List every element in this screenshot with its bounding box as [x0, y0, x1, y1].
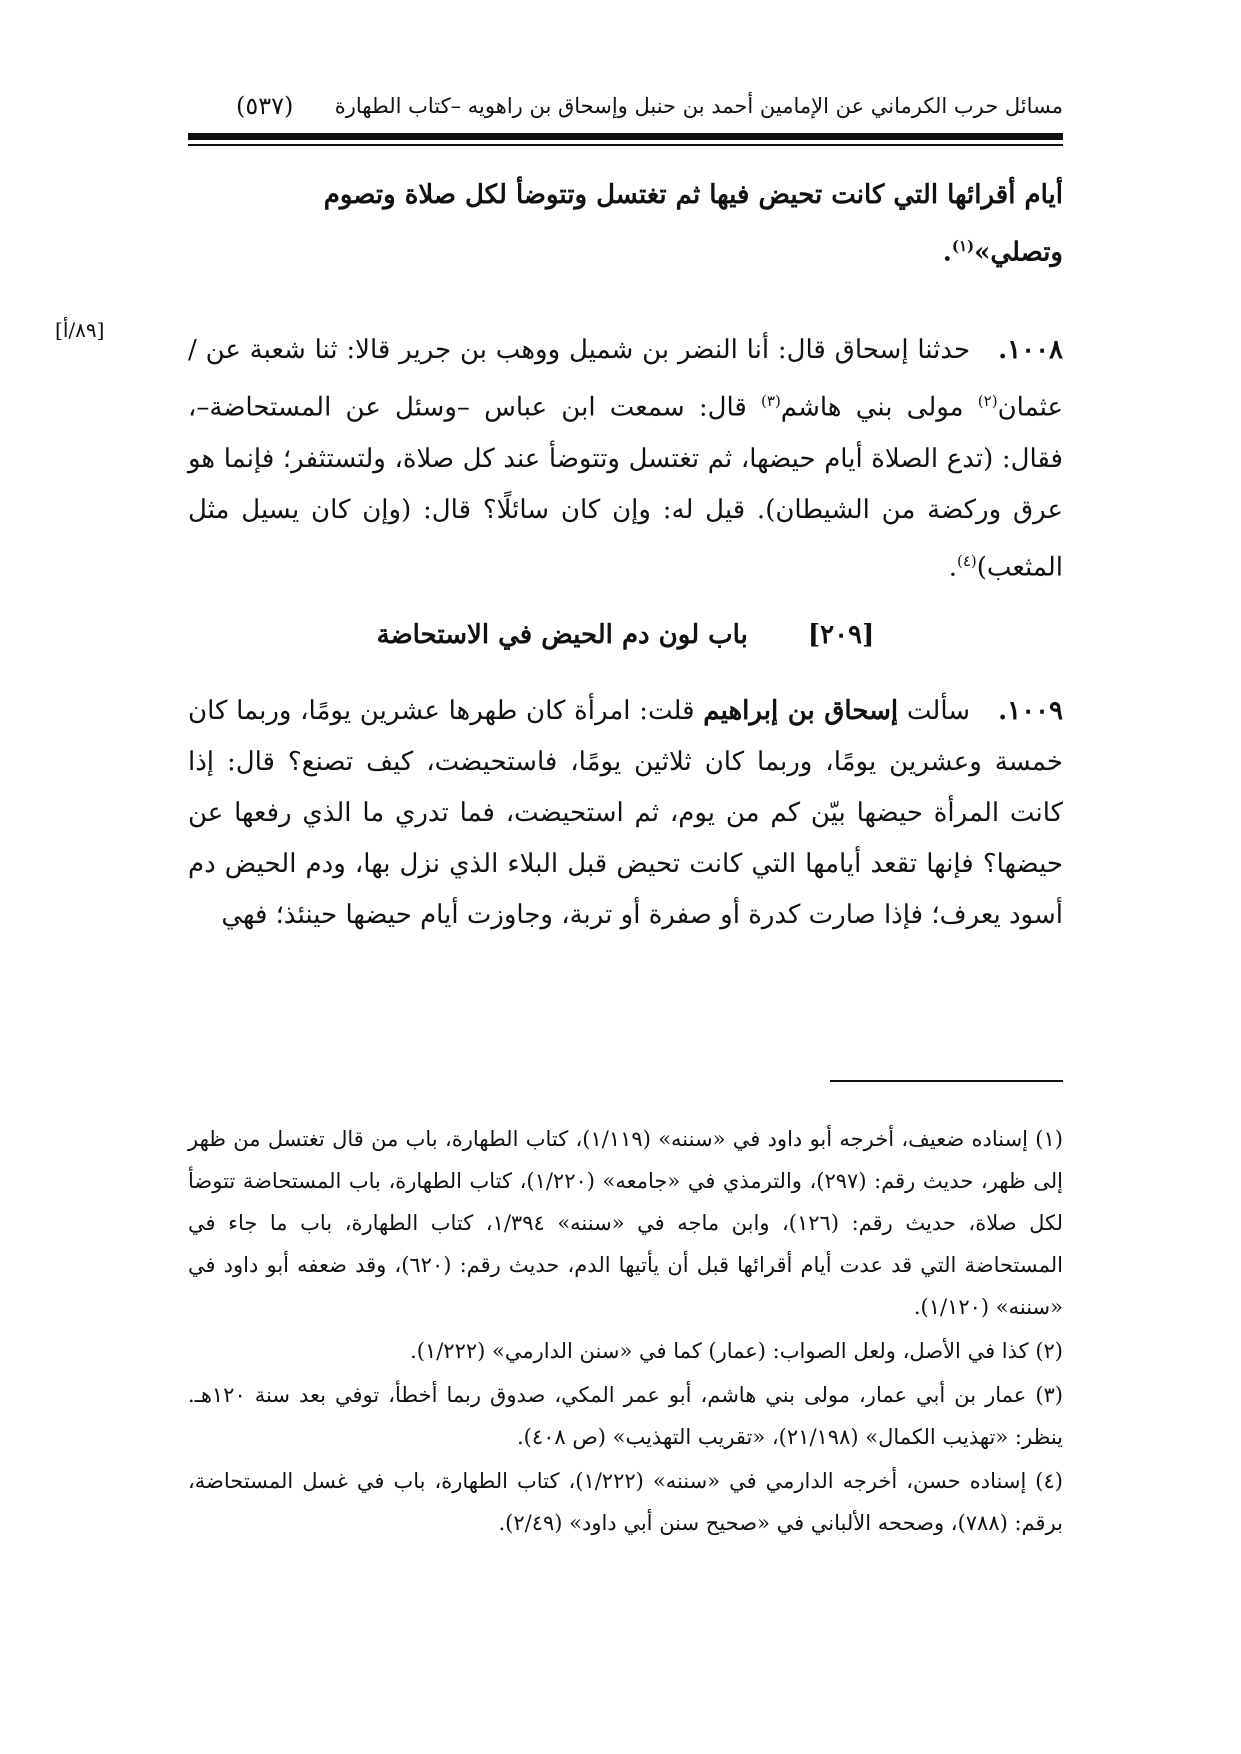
paragraph-text: .: [948, 552, 957, 583]
header-rule-thick: [188, 133, 1063, 140]
footnotes: [188, 1118, 1063, 1546]
narrator-name: إسحاق بن إبراهيم: [703, 696, 899, 726]
footnote-ref-3[interactable]: (٣): [761, 392, 781, 410]
paragraph-text: قلت: امرأة كان طهرها عشرين يومًا، وربما كان خمسة وعشرين يومًا، وربما كان ثلاثين يومًا، فاستحيضت، كيف تصنع؟ قال: إذا كانت المرأة حيضها بيّن كم من يوم، ثم استحيضت، فما تدري ما الذي رفعها عن حيضها؟ فإنها تقعد أيامها التي كانت تحيض قبل البلاء الذي نزل بها، ودم الحيض دم أسود يعرف؛ فإذا صارت كدرة أو صفرة أو تربة، وجاوزت أيام حيضها حينئذ؛ فهي: [188, 696, 1063, 930]
paragraph-text: سألت: [898, 696, 971, 726]
footnote-4: (٤) إسناده حسن، أخرجه الدارمي في «سننه» (١/٢٢٢)، كتاب الطهارة، باب في غسل المستحاضة، برقم: (٧٨٨)، وصححه الألباني في «صحيح سنن أبي داود» (٢/٤٩).: [188, 1469, 1063, 1535]
footnote-1: (١) إسناده ضعيف، أخرجه أبو داود في «سننه» (١/١١٩)، كتاب الطهارة، باب من قال تغتسل من ظهر إلى ظهر، حديث رقم: (٢٩٧)، والترمذي في «جامعه» (١/٢٢٠)، كتاب الطهارة، باب المستحاضة تتوضأ لكل صلاة، حديث رقم: (١٢٦)، وابن ماجه في «سننه» ١/٣٩٤، كتاب الطهارة، باب ما جاء في المستحاضة التي قد عدت أيام أقرائها قبل أن يأتيها الدم، حديث رقم: (٦٢٠)، وقد ضعفه أبو داود في «سننه» (١/١٢٠).: [188, 1127, 1064, 1319]
footnote-ref-4[interactable]: (٤): [956, 551, 977, 570]
footnote-separator: [830, 1080, 1063, 1082]
page-number: (٥٣٧): [236, 92, 294, 120]
chapter-title: باب لون دم الحيض في الاستحاضة: [376, 620, 748, 650]
footnote-3: (٣) عمار بن أبي عمار، مولى بني هاشم، أبو عمر المكي، صدوق ربما أخطأ، توفي بعد سنة ١٢٠هـ. ينظر: «تهذيب الكمال» (٢١/١٩٨)، «تقريب التهذيب» (ص ٤٠٨).: [188, 1383, 1063, 1449]
paragraph-1009: [188, 686, 1063, 941]
paragraph-text: قال: سمعت ابن عباس –وسئل عن المستحاضة–، فقال: (تدع الصلاة أيام حيضها، ثم تغتسل وتتوضأ عند كل صلاة، ولتستثفر؛ فإنما هو عرق وركضة من الشيطان). قيل له: وإن كان سائلًا؟ قال: (وإن كان يسيل مثل المثعب): [188, 392, 1063, 583]
continued-text: [188, 170, 1063, 279]
footnote-2: (٢) كذا في الأصل، ولعل الصواب: (عمار) كما في «سنن الدارمي» (١/٢٢٢).: [410, 1339, 1063, 1363]
continued-line-2: [188, 221, 1063, 279]
chapter-number: [٢٠٩]: [807, 620, 875, 650]
paragraph-number: ١٠٠٨.: [998, 335, 1063, 365]
running-header: [188, 92, 1063, 132]
paragraph-number: ١٠٠٩.: [998, 696, 1063, 726]
footnote-ref-1[interactable]: (١): [951, 237, 975, 255]
continued-line-2-text: وتصلي»: [974, 237, 1063, 268]
paragraph-text: حدثنا إسحاق قال: أنا النضر بن شميل ووهب بن جرير قالا: ثنا شعبة عن / عثمان: [188, 335, 1063, 423]
continued-line-1: أيام أقرائها التي كانت تحيض فيها ثم تغتسل وتتوضأ لكل صلاة وتصوم: [323, 180, 1063, 210]
chapter-heading: [188, 620, 1063, 670]
continued-line-2-end: .: [942, 237, 952, 268]
header-rule-thin: [188, 144, 1063, 146]
paragraph-text: مولى بني هاشم: [780, 392, 978, 423]
paragraph-1008: [188, 325, 1063, 593]
footnote-ref-2[interactable]: (٢): [977, 392, 998, 410]
manuscript-folio-ref: [٨٩/أ]: [55, 318, 105, 342]
header-title: مسائل حرب الكرماني عن الإمامين أحمد بن حنبل وإسحاق بن راهويه –كتاب الطهارة: [334, 94, 1063, 118]
